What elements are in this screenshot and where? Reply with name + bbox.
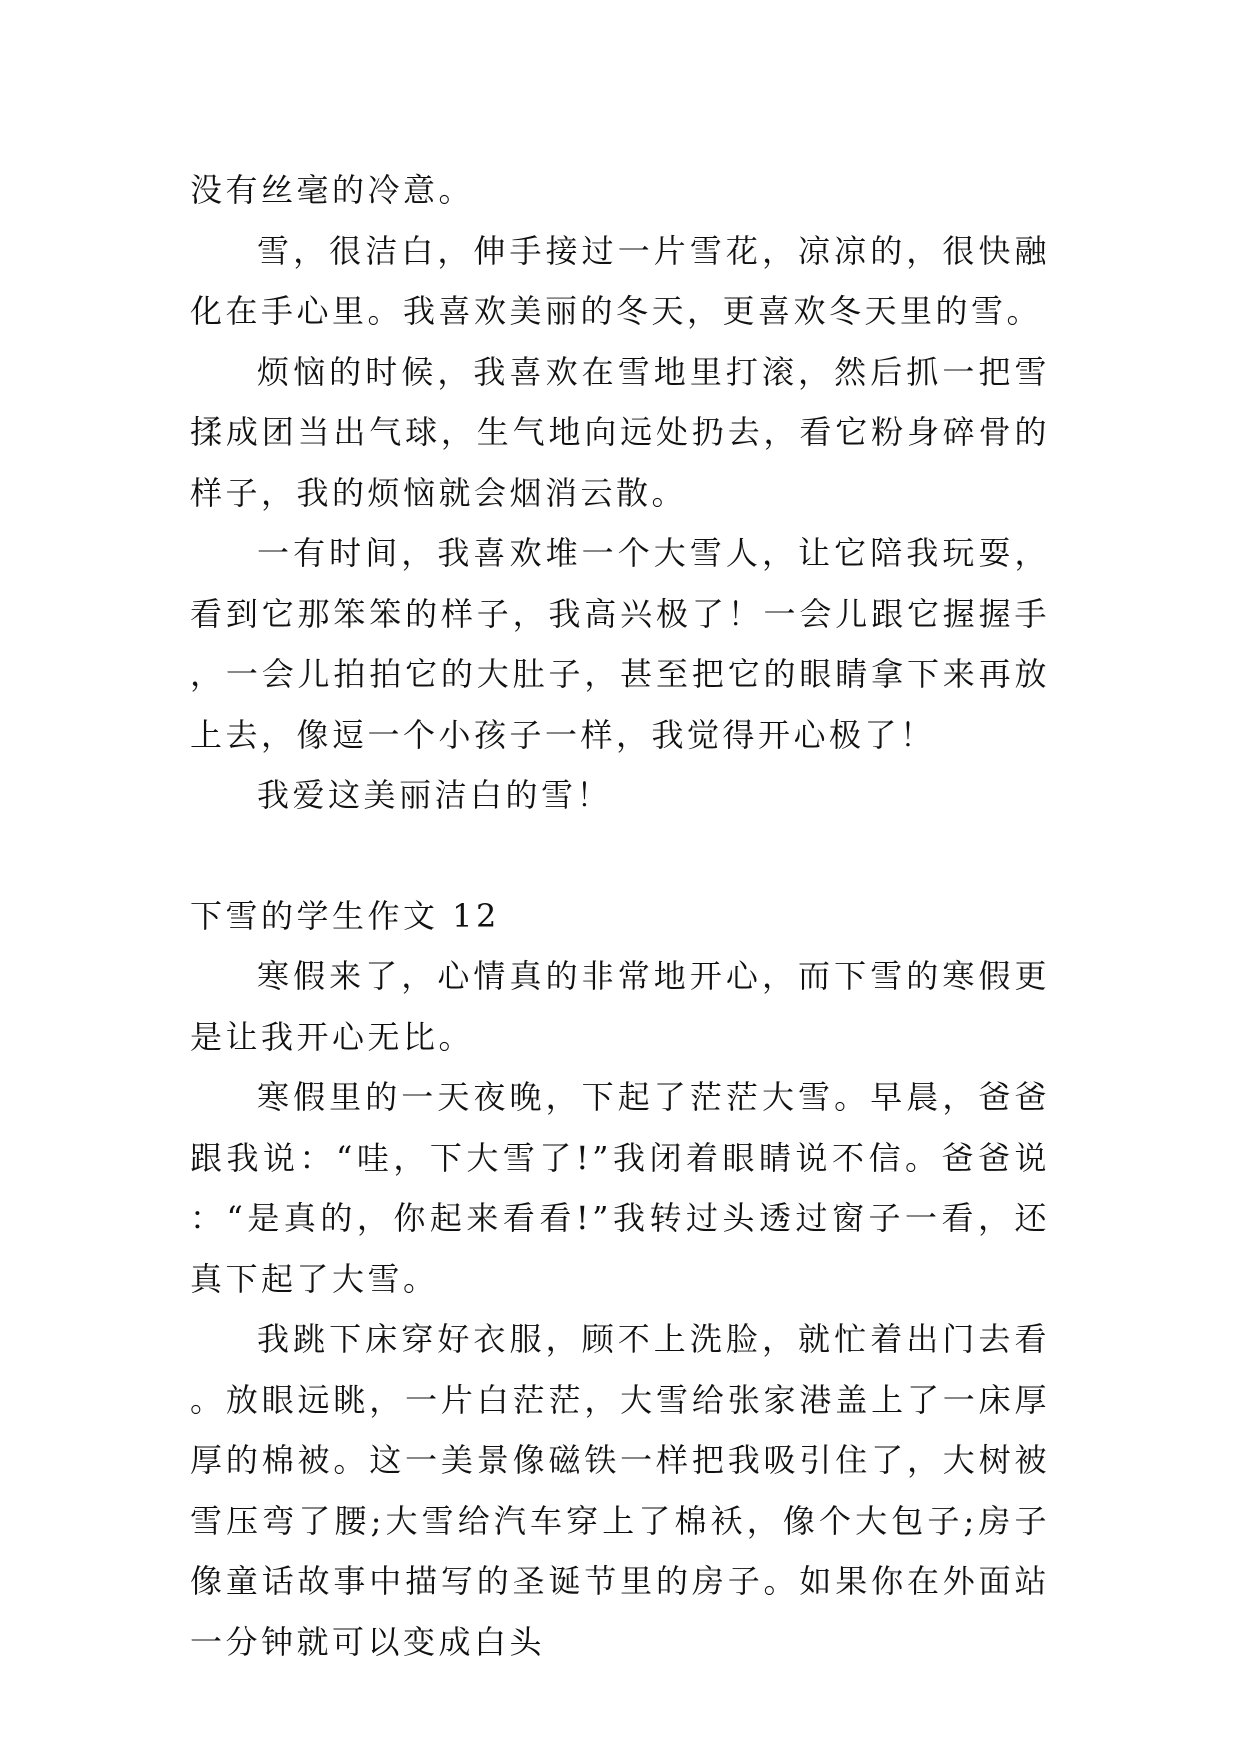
- section-title: 下雪的学生作文 12: [190, 896, 500, 935]
- paragraph: 寒假来了，心情真的非常地开心，而下雪的寒假更是让我开心无比。: [190, 957, 1050, 1056]
- paragraph: 我爱这美丽洁白的雪！: [257, 776, 613, 814]
- paragraph: 一有时间，我喜欢堆一个大雪人，让它陪我玩耍，看到它那笨笨的样子，我高兴极了！一会儿跟它握握手，一会儿拍拍它的大肚子，甚至把它的眼睛拿下来再放上去，像逗一个小孩子一样，我觉得开心极了！: [190, 534, 1050, 754]
- section-spacer: [190, 826, 1050, 886]
- paragraph: 我跳下床穿好衣服，顾不上洗脸，就忙着出门去看。放眼远眺，一片白茫茫，大雪给张家港盖上了一床厚厚的棉被。这一美景像磁铁一样把我吸引住了，大树被雪压弯了腰;大雪给汽车穿上了棉袄，像个大包子;房子像童话故事中描写的圣诞节里的房子。如果你在外面站一分钟就可以变成白头: [190, 1320, 1050, 1661]
- paragraph: 雪，很洁白，伸手接过一片雪花，凉凉的，很快融化在手心里。我喜欢美丽的冬天，更喜欢冬天里的雪。: [190, 231, 1050, 330]
- paragraph: 烦恼的时候，我喜欢在雪地里打滚，然后抓一把雪揉成团当出气球，生气地向远处扔去，看它粉身碎骨的样子，我的烦恼就会烟消云散。: [190, 352, 1050, 512]
- paragraph: 寒假里的一天夜晚，下起了茫茫大雪。早晨，爸爸跟我说：“哇，下大雪了!”我闭着眼睛说不信。爸爸说：“是真的，你起来看看!”我转过头透过窗子一看，还真下起了大雪。: [190, 1078, 1050, 1298]
- paragraph: 没有丝毫的冷意。: [190, 171, 475, 209]
- document-body: [190, 160, 1050, 1672]
